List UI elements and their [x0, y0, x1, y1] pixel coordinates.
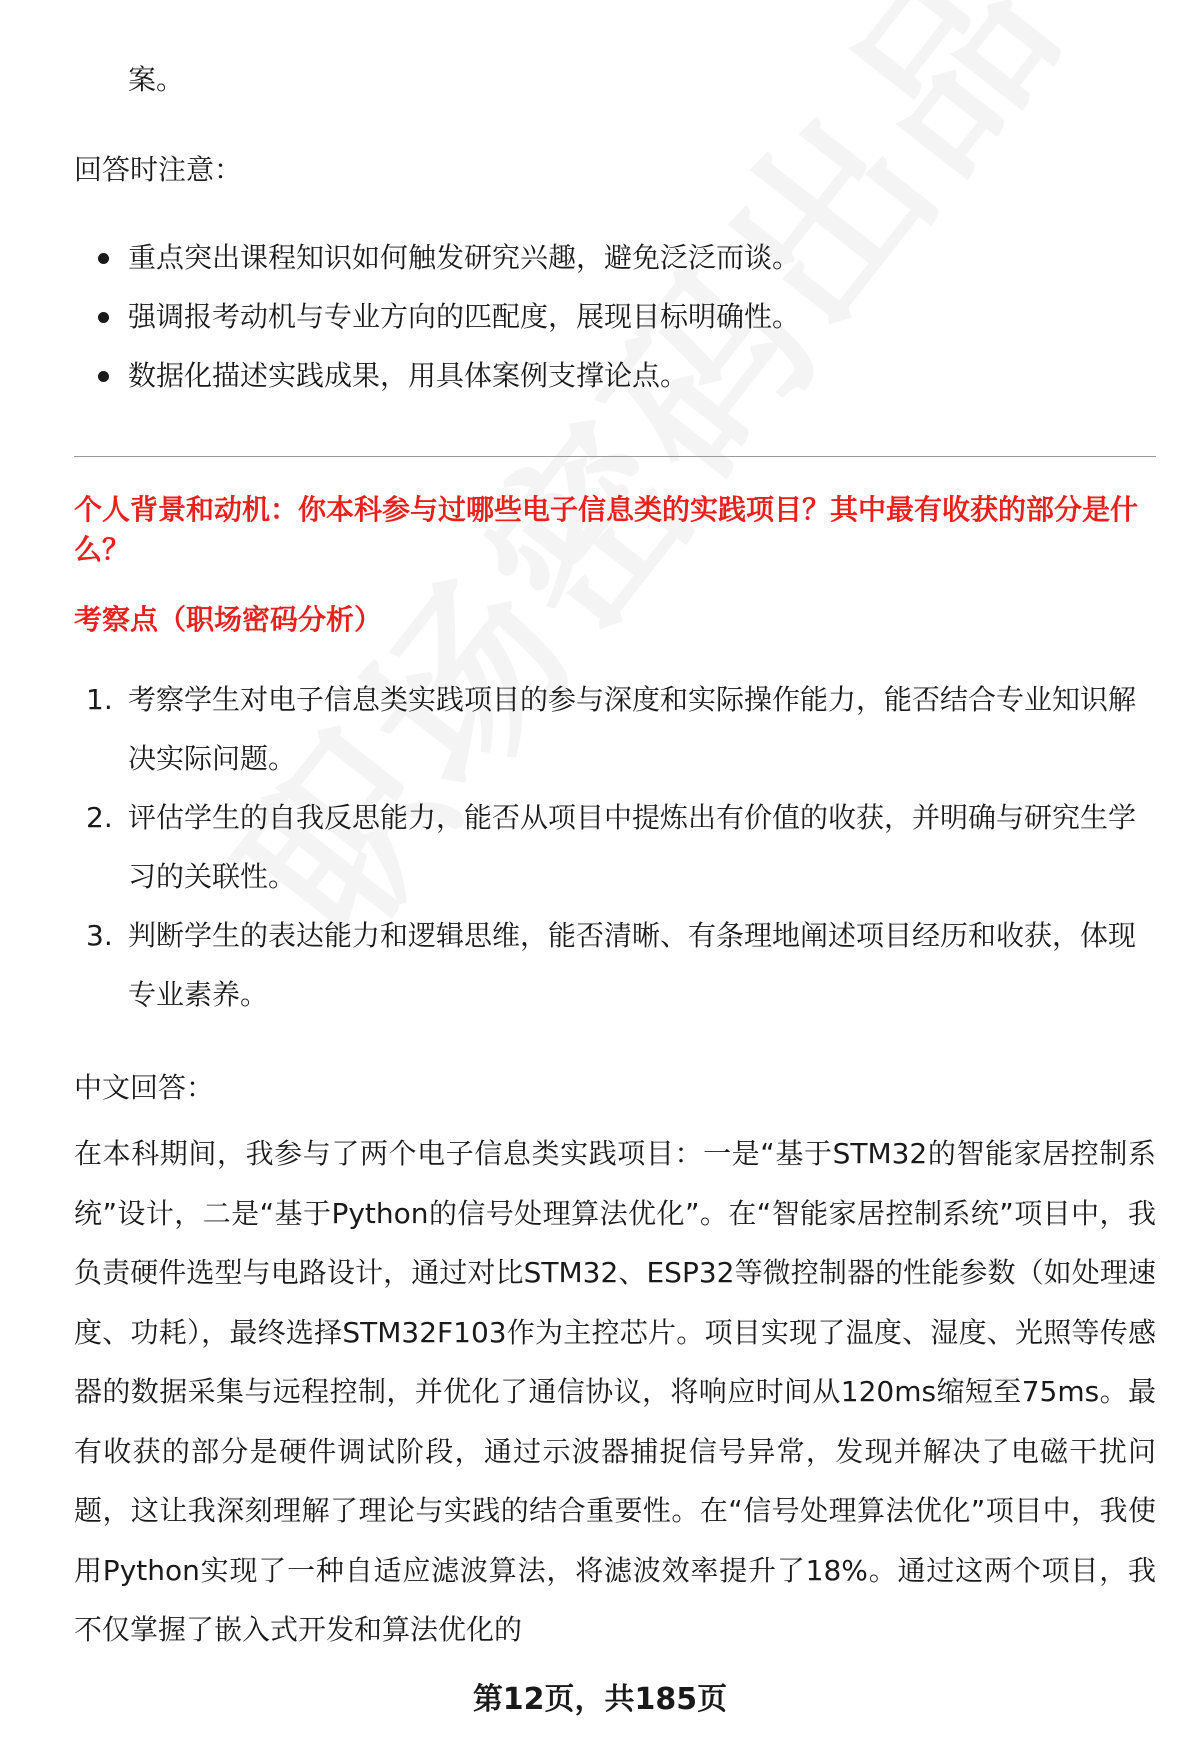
notes-title: 回答时注意： — [74, 153, 243, 186]
list-item-text: 评估学生的自我反思能力，能否从项目中提炼出有价值的收获，并明确与研究生学习的关联性。 — [128, 801, 1137, 893]
answer-body: 在本科期间，我参与了两个电子信息类实践项目：一是“基于STM32的智能家居控制系统”设计，二是“基于Python的信号处理算法优化”。在“智能家居控制系统”项目中，我负责硬件选型与电路设计，通过对比STM32、ESP32等微控制器的性能参数（如处理速度、功耗），最终选择STM32F103作为主控芯片。项目实现了温度、湿度、光照等传感器的数据采集与远程控制，并优化了通信协议，将响应时间从120ms缩短至75ms。最有收获的部分是硬件调试阶段，通过示波器捕捉信号异常，发现并解决了电磁干扰问题，这让我深刻理解了理论与实践的结合重要性。在“信号处理算法优化”项目中，我使用Python实现了一种自适应滤波算法，将滤波效率提升了18%。通过这两个项目，我不仅掌握了嵌入式开发和算法优化的 — [74, 1137, 1156, 1646]
list-item — [74, 297, 1156, 356]
points-list — [74, 680, 1156, 1034]
list-item — [74, 670, 1156, 788]
continuation-text: 案。 — [128, 63, 185, 96]
list-number: 3. — [86, 919, 113, 952]
list-number: 2. — [86, 801, 113, 834]
list-item — [74, 356, 1156, 415]
list-item-text: 考察学生对电子信息类实践项目的参与深度和实际操作能力，能否结合专业知识解决实际问题。 — [128, 683, 1137, 775]
question-heading: 个人背景和动机：你本科参与过哪些电子信息类的实践项目？其中最有收获的部分是什么？ — [74, 493, 1139, 566]
list-item-text: 重点突出课程知识如何触发研究兴趣，避免泛泛而谈。 — [128, 241, 801, 274]
answer-title: 中文回答： — [74, 1071, 215, 1104]
points-title: 考察点（职场密码分析） — [74, 603, 383, 636]
list-item-text: 判断学生的表达能力和逻辑思维，能否清晰、有条理地阐述项目经历和收获，体现专业素养。 — [128, 919, 1137, 1011]
page-footer: 第12页，共185页 — [472, 1682, 728, 1717]
list-item-text: 强调报考动机与专业方向的匹配度，展现目标明确性。 — [128, 300, 801, 333]
bullet-icon — [98, 312, 109, 323]
section-divider — [74, 456, 1156, 457]
bullet-icon — [98, 253, 109, 264]
notes-list — [74, 238, 1156, 415]
list-item — [74, 906, 1156, 1024]
list-number: 1. — [86, 683, 113, 716]
list-item — [74, 238, 1156, 297]
list-item-text: 数据化描述实践成果，用具体案例支撑论点。 — [128, 359, 689, 392]
bullet-icon — [98, 371, 109, 382]
list-item — [74, 788, 1156, 906]
